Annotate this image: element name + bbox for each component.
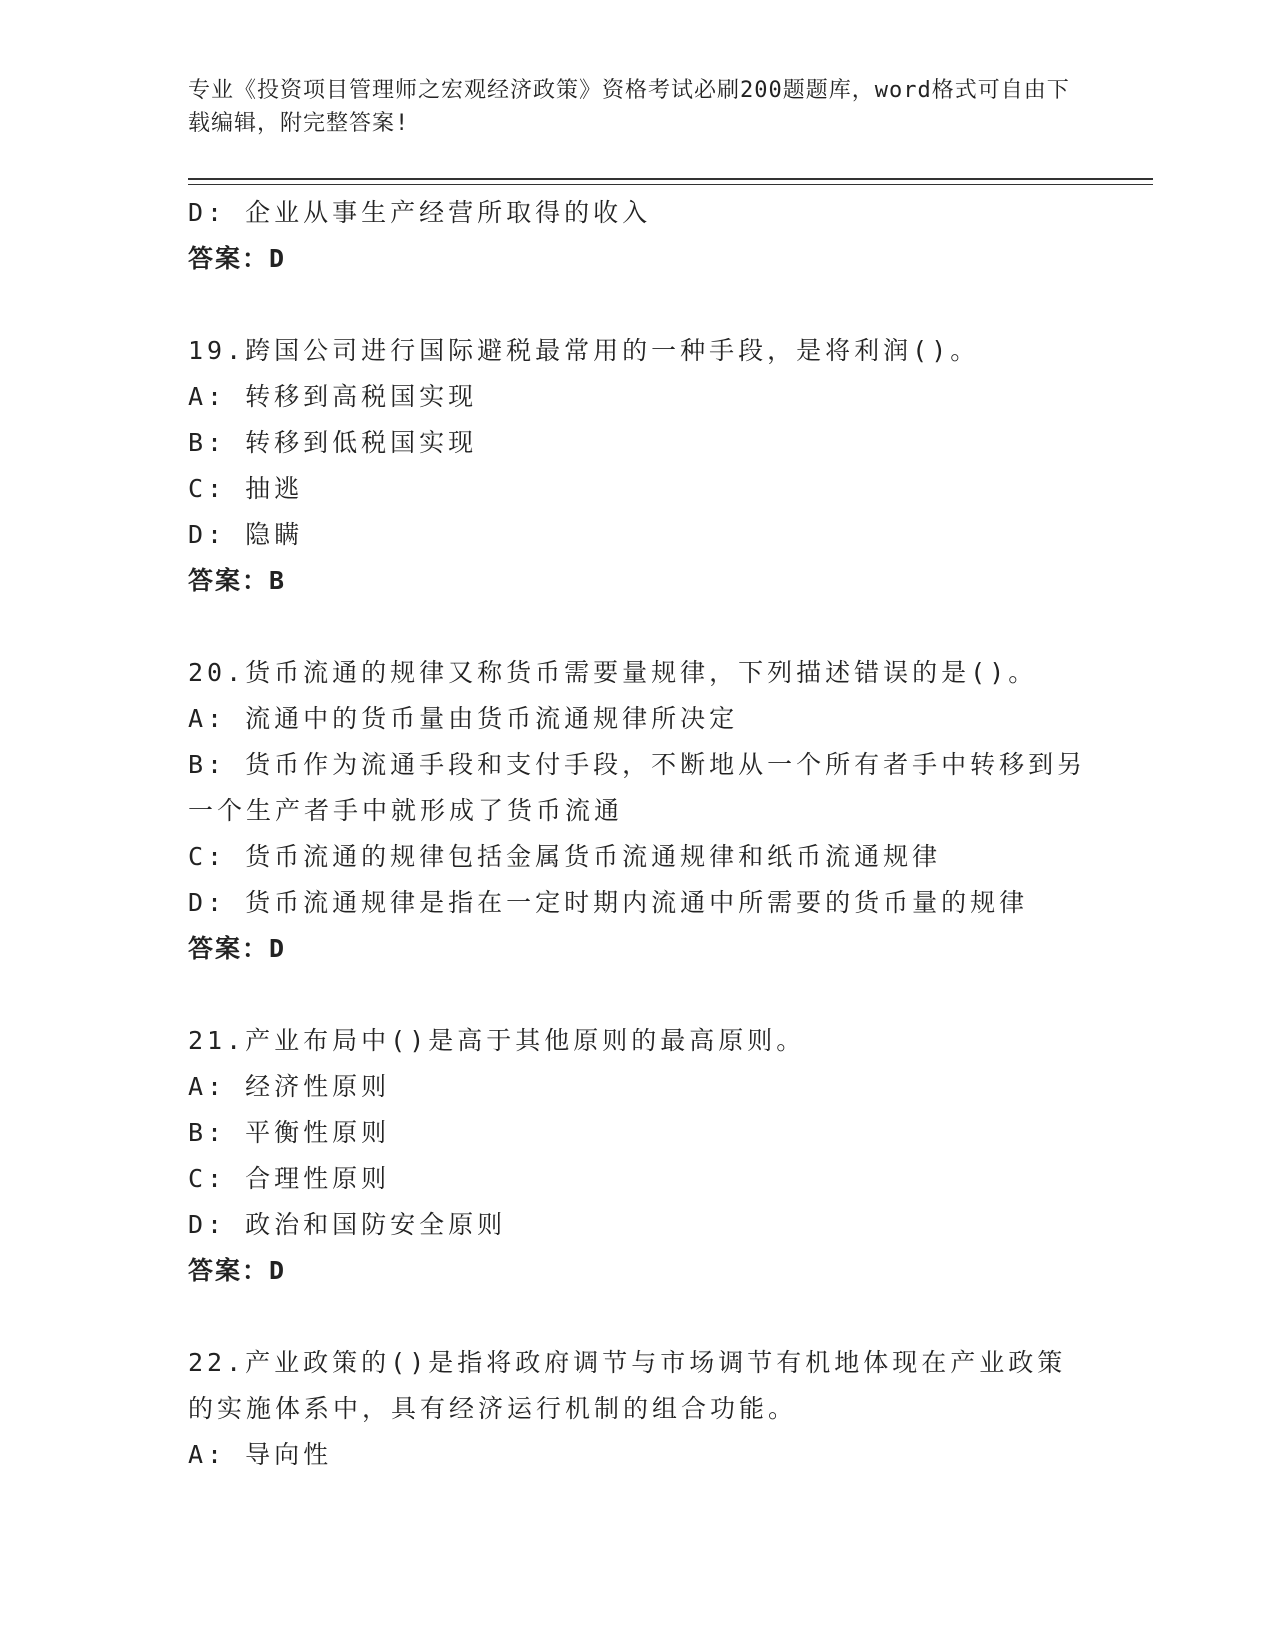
option-a: A: 经济性原则 xyxy=(188,1072,391,1101)
option-d: D: 政治和国防安全原则 xyxy=(188,1210,507,1239)
answer: 答案：B xyxy=(188,566,287,595)
answer: 答案：D xyxy=(188,934,287,963)
option-a: A: 导向性 xyxy=(188,1440,333,1469)
option-c: C: 抽逃 xyxy=(188,474,304,503)
header-rule-thin xyxy=(188,184,1153,185)
option-b: B: 货币作为流通手段和支付手段，不断地从一个所有者手中转移到另一个生产者手中就形成了货币流通 xyxy=(188,750,1087,825)
prev-answer: 答案：D xyxy=(188,244,287,273)
option-b: B: 转移到低税国实现 xyxy=(188,428,478,457)
option-a: A: 转移到高税国实现 xyxy=(188,382,478,411)
question-21 xyxy=(188,1018,1088,1294)
question-20 xyxy=(188,650,1088,972)
question-text: 20.货币流通的规律又称货币需要量规律，下列描述错误的是()。 xyxy=(188,658,1038,687)
option-c: C: 货币流通的规律包括金属货币流通规律和纸币流通规律 xyxy=(188,842,942,871)
question-text: 21.产业布局中()是高于其他原则的最高原则。 xyxy=(188,1026,806,1055)
question-text: 22.产业政策的()是指将政府调节与市场调节有机地体现在产业政策的实施体系中，具有经济运行机制的组合功能。 xyxy=(188,1348,1067,1423)
header-title: 专业《投资项目管理师之宏观经济政策》资格考试必刷200题题库，word格式可自由下载编辑，附完整答案! xyxy=(188,78,1070,136)
question-text: 19.跨国公司进行国际避税最常用的一种手段，是将利润()。 xyxy=(188,336,980,365)
option-d: D: 货币流通规律是指在一定时期内流通中所需要的货币量的规律 xyxy=(188,888,1029,917)
question-22 xyxy=(188,1340,1088,1478)
question-19 xyxy=(188,328,1088,604)
option-b: B: 平衡性原则 xyxy=(188,1118,391,1147)
option-d: D: 隐瞒 xyxy=(188,520,304,549)
document-body xyxy=(188,190,1088,1478)
option-c: C: 合理性原则 xyxy=(188,1164,391,1193)
document-header xyxy=(188,74,1088,140)
prev-option-d: D: 企业从事生产经营所取得的收入 xyxy=(188,198,652,227)
header-rule-thick xyxy=(188,178,1153,180)
option-a: A: 流通中的货币量由货币流通规律所决定 xyxy=(188,704,739,733)
answer: 答案：D xyxy=(188,1256,287,1285)
